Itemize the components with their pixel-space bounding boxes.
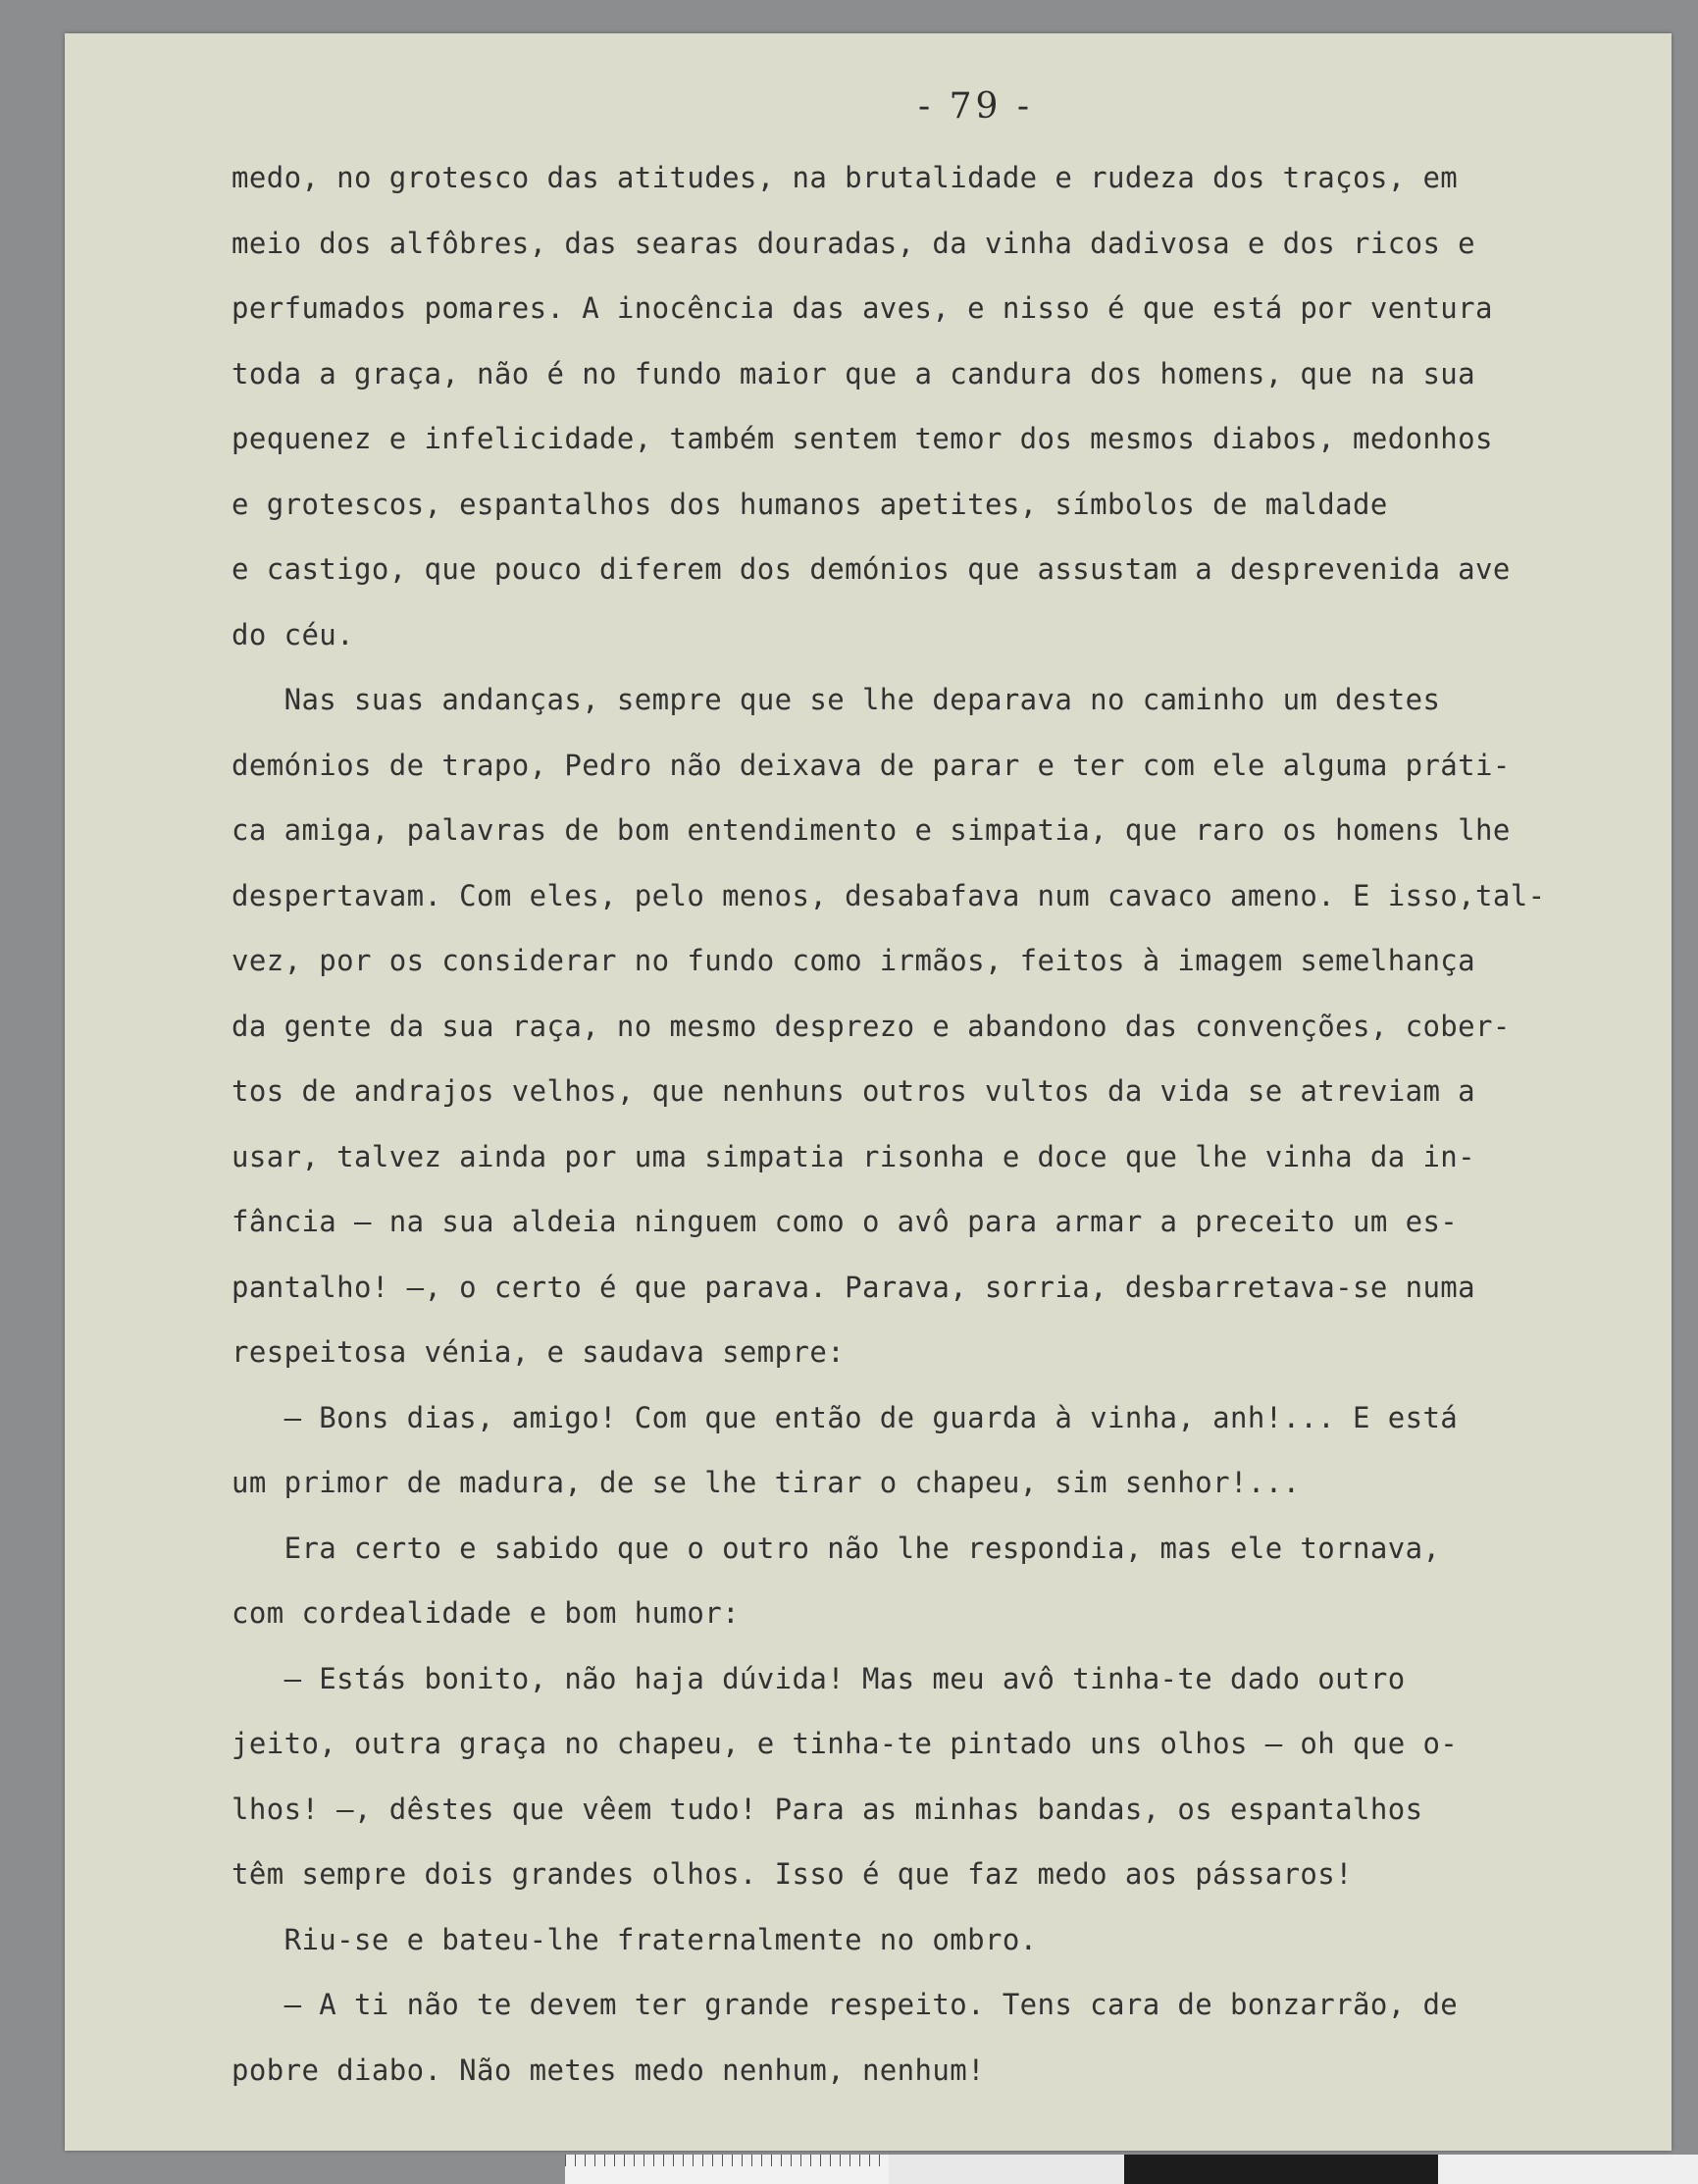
text-line-8: do céu.: [232, 618, 355, 651]
text-line-17: fância — na sua aldeia ninguem como o avô para armar a preceito um es-: [232, 1205, 1459, 1238]
text-line-16: usar, talvez ainda por uma simpatia risonha e doce que lhe vinha da in-: [232, 1140, 1476, 1173]
text-line-4: toda a graça, não é no fundo maior que a candura dos homens, que na sua: [232, 357, 1476, 390]
text-line-28: Riu-se e bateu-lhe fraternalmente no ombro.: [232, 1923, 1038, 1956]
text-line-29: — A ti não te devem ter grande respeito. Tens cara de bonzarrão, de: [232, 1988, 1459, 2021]
text-line-25: jeito, outra graça no chapeu, e tinha-te pintado uns olhos — oh que o-: [232, 1727, 1459, 1760]
text-line-7: e castigo, que pouco diferem dos demónios que assustam a desprevenida ave: [232, 552, 1511, 586]
text-line-23: com cordealidade e bom humor:: [232, 1596, 740, 1630]
scan-ruler: [565, 2155, 1698, 2184]
text-line-10: demónios de trapo, Pedro não deixava de parar e ter com ele alguma práti-: [232, 749, 1511, 782]
text-line-26: lhos! —, dêstes que vêem tudo! Para as minhas bandas, os espantalhos: [232, 1793, 1423, 1826]
ruler-scale: [565, 2155, 889, 2184]
text-line-13: vez, por os considerar no fundo como irmãos, feitos à imagem semelhança: [232, 944, 1476, 977]
text-line-15: tos de andrajos velhos, que nenhuns outros vultos da vida se atreviam a: [232, 1074, 1476, 1108]
ruler-light-band: [1438, 2155, 1698, 2184]
text-line-11: ca amiga, palavras de bom entendimento e simpatia, que raro os homens lhe: [232, 813, 1511, 847]
text-line-3: perfumados pomares. A inocência das aves, e nisso é que está por ventura: [232, 291, 1493, 325]
ruler-gap: [889, 2155, 1124, 2184]
text-line-5: pequenez e infelicidade, também sentem temor dos mesmos diabos, medonhos: [232, 422, 1493, 455]
page-number: - 79 -: [918, 86, 1034, 127]
text-line-9: Nas suas andanças, sempre que se lhe deparava no caminho um destes: [232, 683, 1441, 716]
ruler-dark-band: [1124, 2155, 1438, 2184]
text-line-20: — Bons dias, amigo! Com que então de guarda à vinha, anh!... E está: [232, 1401, 1459, 1434]
text-line-24: — Estás bonito, não haja dúvida! Mas meu avô tinha-te dado outro: [232, 1662, 1406, 1695]
text-line-21: um primor de madura, de se lhe tirar o chapeu, sim senhor!...: [232, 1466, 1301, 1499]
text-line-6: e grotescos, espantalhos dos humanos apetites, símbolos de maldade: [232, 488, 1388, 521]
text-line-2: meio dos alfôbres, das searas douradas, da vinha dadivosa e dos ricos e: [232, 227, 1476, 260]
text-line-30: pobre diabo. Não metes medo nenhum, nenhum!: [232, 2054, 985, 2087]
text-line-18: pantalho! —, o certo é que parava. Parava, sorria, desbarretava-se numa: [232, 1271, 1476, 1304]
text-line-19: respeitosa vénia, e saudava sempre:: [232, 1335, 846, 1369]
text-line-27: têm sempre dois grandes olhos. Isso é que faz medo aos pássaros!: [232, 1857, 1354, 1891]
text-line-22: Era certo e sabido que o outro não lhe respondia, mas ele tornava,: [232, 1532, 1441, 1565]
text-line-14: da gente da sua raça, no mesmo desprezo e abandono das convenções, cober-: [232, 1010, 1511, 1043]
text-line-1: medo, no grotesco das atitudes, na brutalidade e rudeza dos traços, em: [232, 161, 1459, 194]
text-line-12: despertavam. Com eles, pelo menos, desabafava num cavaco ameno. E isso,tal-: [232, 879, 1546, 912]
